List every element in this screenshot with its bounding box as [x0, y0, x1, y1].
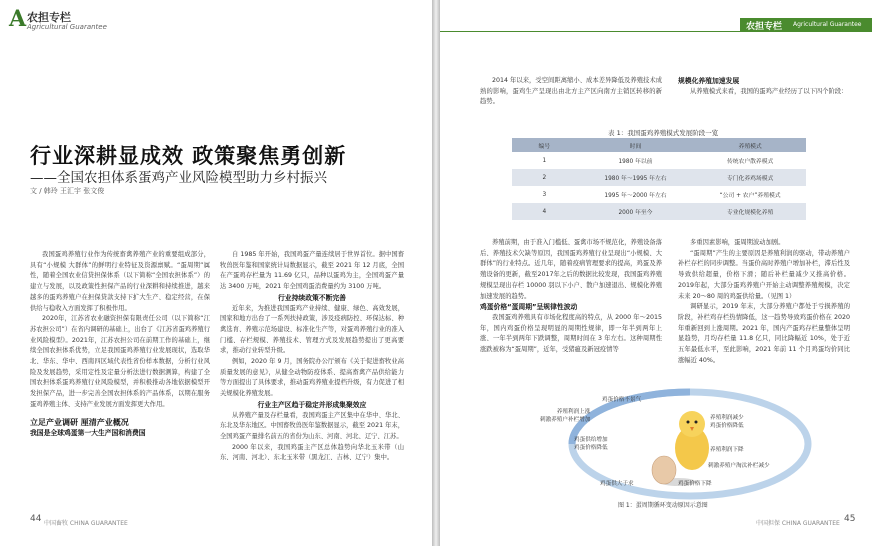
figure-label: 养殖利润上涨 刺激养殖户补栏增加: [540, 409, 591, 423]
paragraph: 2014 年以来，受空间距离缩小、成本差异降低及养殖技术成熟的影响，蛋鸡生产呈现出由北方主产区向南方主销区转移的新趋势。: [480, 77, 662, 106]
article-authors: 文 / 韩玲 王汇宇 张文俊: [30, 187, 105, 195]
figure-label: 鸡蛋价格下降: [678, 481, 712, 487]
figure-label: 刺激养殖户淘汰补栏减少: [708, 463, 770, 469]
figure-label: 鸡蛋供大于求: [600, 481, 634, 487]
article-subtitle: ——全国农担体系蛋鸡产业风险模型助力乡村振兴: [30, 170, 327, 186]
section-subheading: 行业持续政策不断完善: [278, 293, 346, 302]
table-cell: “公司 + 农户”养殖模式: [694, 186, 806, 203]
right-column-1: [480, 238, 662, 356]
logo-subtitle: Agricultural Guarantee: [27, 23, 107, 31]
article-title: 行业深耕显成效 政策聚焦勇创新: [30, 144, 347, 168]
figure-label: 鸡蛋价格不景气: [602, 397, 642, 403]
page-number-right: 45: [844, 514, 856, 524]
paragraph: 例如，2020 年 9 月，国务院办公厅颁布《关于促进畜牧业高质量发展的意见》，从健全动物防疫体系、提高畜禽产品供给能力等方面提出了具体要求，推动蛋鸡养殖业提档升级，有力促进了相关规模化养殖发展。: [220, 358, 404, 398]
right-column-2: [678, 238, 850, 366]
table-cell: 4: [512, 203, 577, 220]
banner-subtitle: Agricultural Guarantee: [793, 21, 862, 28]
paragraph: 我国蛋鸡养殖行业作为传统畜禽养殖产业的重要组成部分，具有“小规模 大群体”的鲜明行业特征及资源禀赋。“蛋周期”属性，随着全国农业信贷担保体系（以下简称“全国农担体系”）的建立与发展，以及政策性担保产品的行业深耕和持续推进，越来越多的蛋鸡养殖户在担保贷款支持下扩大生产、稳定经营，在保供给与稳收入方面发挥了积极作用。: [30, 251, 210, 312]
header-rule: [440, 31, 740, 32]
footer-brand-left: 中国畜牧 CHINA GUARANTEE: [44, 520, 128, 527]
chick-head-icon: [679, 411, 705, 437]
paragraph: 多重因素影响，蛋周期波动加剧。: [690, 239, 785, 246]
spine-gutter: [432, 0, 440, 546]
table-cell: 1980 年～1995 年左右: [577, 169, 695, 186]
section-subheading: 鸡蛋价格“蛋周期”呈规律性波动: [480, 303, 578, 312]
banner-title: 农担专栏: [746, 22, 783, 32]
table-row: [512, 203, 806, 220]
table-cell: 3: [512, 186, 577, 203]
figure-caption: 图 1：蛋周期循环变动原因示意图: [618, 502, 708, 509]
table-cell: 2000 年至今: [577, 203, 695, 220]
section-subheading: 行业主产区趋于稳定并形成集聚效应: [257, 400, 367, 409]
left-column-2: [220, 250, 404, 464]
section-heading: 立足产业调研 厘清产业概况: [30, 417, 129, 427]
left-page: [0, 0, 432, 546]
table-row: [512, 186, 806, 203]
figure-label: 养殖利润减少 鸡蛋价格降低: [710, 415, 744, 429]
chick-eye-icon: [687, 421, 690, 424]
paragraph: 养殖前期，由于准入门槛低、蛋禽市场不规范化，养殖设备落后、养殖技术欠缺等原因，我国蛋鸡养殖行业呈现出“小规模、大群体”的行业特点。近几年，随着疫病管理要求的提高，鸡蛋及养殖设备的更新，截至2017年之后的数据比较发现，我国蛋鸡养殖规模呈现出存栏 10000 羽以下小户、散户加速退出、规模化养殖加速发展的趋势。: [480, 239, 663, 300]
table-header-row: [512, 138, 806, 152]
logo-letter: A: [9, 6, 27, 32]
paragraph: 2020年，江苏省农业融资担保有限责任公司（以下简称“江苏农担公司”）在省内调研的基础上，出台了《江苏省蛋鸡养殖行业风险模型》。2021年，江苏农担公司在前期工作的基础上，继续全国农担体系优势，立足我国蛋鸡养殖行业发展现状，选取华北、华东、华中、西南四区域代表性省份样本数据，分析行业风险及发展趋势，采用定性及定量分析法进行数据测算，构建了全国农担体系蛋鸡养殖行业风险模型，并积极推动各地依据模型开发担保产品，进一步完善全国农担体系的产品体系，以期在服务蛋鸡养殖主体、支持产业发展方面发挥更大作用。: [30, 315, 210, 408]
farming-mode-table: [512, 138, 806, 220]
table-header-cell: 养殖模式: [694, 138, 806, 152]
paragraph: 2000 年以来，我国鸡蛋主产区总体趋势向华北玉米带（山东、河南、河北）、东北玉米带（黑龙江、吉林、辽宁）集中。: [220, 443, 404, 462]
right-top-column-1: [480, 76, 662, 108]
paragraph: 从养殖模式来看，我国的蛋鸡产业经历了以下四个阶段：: [690, 87, 848, 95]
right-page: [440, 0, 872, 546]
table-cell: 1995 年～2000 年左右: [577, 186, 695, 203]
page-number-left: 44: [30, 514, 42, 524]
column-banner: [740, 18, 872, 32]
left-column-1: [30, 250, 210, 439]
section-subheading: 规模化养殖加速发展: [678, 77, 740, 85]
paragraph: 近年来，为推进我国蛋鸡产业持续、健康、绿色、高效发展，国家和地方出台了一系列扶持政策，涉及疫病防控、环保达标、种禽选育、养殖示范场建设、标准化生产等，对蛋鸡养殖行业的准入门槛、存栏规模、养殖技术、管理方式及发展趋势提出了更高要求，推动行业转型升级。: [220, 304, 404, 355]
footer-brand-right: 中国担保 CHINA GUARANTEE: [756, 520, 840, 527]
table-row: [512, 152, 806, 169]
table-cell: 1980 年以前: [577, 152, 695, 169]
chick-eye-icon: [695, 421, 698, 424]
table-header-cell: 时间: [577, 138, 695, 152]
right-top-column-2: [678, 76, 850, 97]
table-cell: 2: [512, 169, 577, 186]
section-subheading: 我国是全球鸡蛋第一大生产国和消费国: [30, 429, 146, 438]
table-caption: 表 1：我国蛋鸡养殖模式发展阶段一览: [608, 129, 719, 137]
table-row: [512, 169, 806, 186]
figure-label: 鸡蛋供给增加 鸡蛋价格降低: [574, 437, 608, 451]
column-logo: [9, 8, 119, 32]
table-cell: 专门化养鸡场模式: [694, 169, 806, 186]
table-cell: 专业化规模化养殖: [694, 203, 806, 220]
paragraph: 调研显示，2019 年末，大部分养殖户都处于亏损养殖的阶段，补栏鸡存栏热情降低，这一趋势导致鸡蛋价格在 2020 年重新回到上涨周期。2021 年，国内产蛋鸡存栏量整体呈明显趋势，月均存栏量 11.8 亿只，同比降幅近 10%，处于近五年最低水平，至此影响，2021 年前 11 个月鸡蛋均价同比涨幅近 40%。: [678, 303, 850, 364]
table-cell: 传统农户散养模式: [694, 152, 806, 169]
table-cell: 1: [512, 152, 577, 169]
table-header-cell: 编号: [512, 138, 577, 152]
figure-label: 养殖利润下降: [710, 447, 744, 453]
paragraph: 我国蛋鸡养殖具有市场化程度高的特点，从 2000 年～2015 年，国内鸡蛋价格呈现明显的周期性规律，即一年半到两年上涨、一年半到两年下跌调整，周期时间在 3 年左右。这种周期性涨跌被称为“蛋周期”，近年，受猪瘟及新冠疫情等: [480, 313, 662, 354]
paragraph: 自 1985 年开始，我国鸡蛋产量连续居于世界首位。据中国畜牧兽医年鉴和国家统计局数据显示，截至 2021 年 12 月底，全国在产蛋鸡存栏量为 11.69 亿只，品种以蛋鸡为主，全国鸡蛋产量达 3400 万吨，2021 年全国鸡蛋消费量约为 3100 万吨。: [220, 251, 404, 291]
paragraph: “蛋周期”产生的主要原因是养殖利润的驱动，带动养殖户补栏存栏的同步调整。当蛋价高时养殖户增加补栏，滞后性及导致供给超量，价格下滑；随后补栏量减少又推高价格。2019年起，大部分蛋鸡养殖户开始主动调整养殖规模，决定未来 20～80 周的鸡蛋供给量。（见图 1）: [678, 249, 850, 300]
egg-icon: [652, 456, 676, 484]
logo-title: 农担专栏: [27, 11, 71, 24]
paragraph: 从养殖产量及存栏量看，我国鸡蛋主产区集中在华中、华北、东北及华东地区。中国畜牧兽医年鉴数据显示，截至 2021 年末，全国鸡蛋产量排名前五的省份为山东、河南、河北、辽宁、江苏。: [220, 411, 404, 440]
